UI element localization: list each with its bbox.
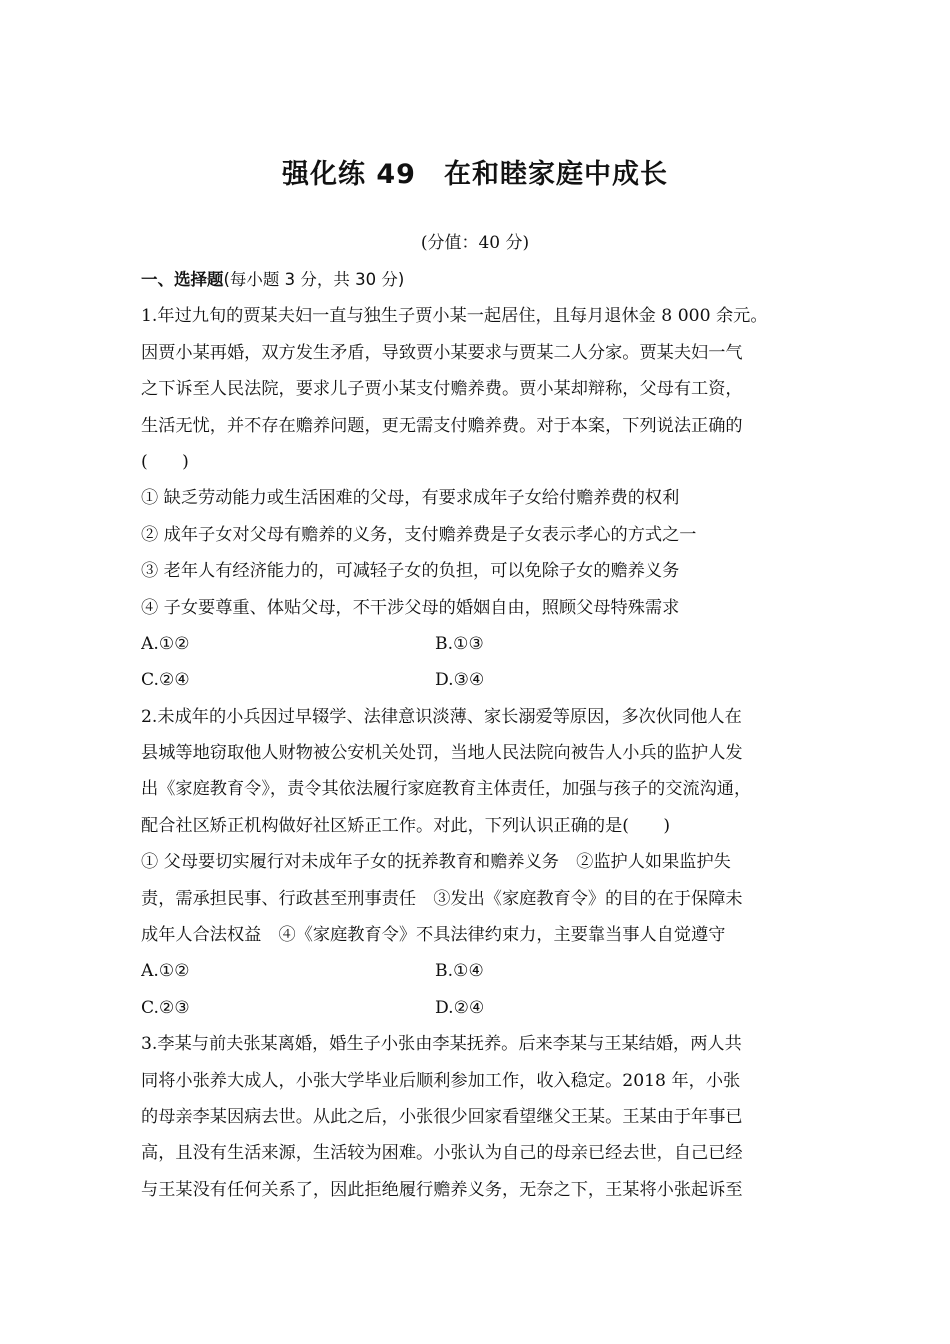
options-row [141,626,831,662]
option-b: B.①④ [435,961,484,982]
section-heading [141,262,831,298]
option-d: D.③④ [435,670,485,691]
options-row [141,990,831,1026]
question-stem-line: 高，且没有生活来源，生活较为困难。小张认为自己的母亲已经去世，自己已经 [141,1143,743,1164]
section-note: (每小题 3 分，共 30 分) [223,270,405,289]
statement-item: ④ 子女要尊重、体贴父母，不干涉父母的婚姻自由，照顾父母特殊需求 [141,597,680,618]
question-stem-line: 因贾小某再婚，双方发生矛盾，导致贾小某要求与贾某二人分家。贾某夫妇一气 [141,342,743,363]
question-stem-line: 的母亲李某因病去世。从此之后，小张很少回家看望继父王某。王某由于年事已 [141,1106,743,1127]
option-c: C.②④ [141,670,190,691]
question-stem-line: 与王某没有任何关系了，因此拒绝履行赡养义务，无奈之下，王某将小张起诉至 [141,1179,743,1200]
question-stem-line: 之下诉至人民法院，要求儿子贾小某支付赡养费。贾小某却辩称，父母有工资， [141,379,743,400]
question-stem-line: 县城等地窃取他人财物被公安机关处罚，当地人民法院向被告人小兵的监护人发 [141,743,743,764]
question-stem-line: 出《家庭教育令》，责令其依法履行家庭教育主体责任，加强与孩子的交流沟通， [141,779,752,800]
options-row [141,953,831,989]
question-2 [141,699,831,1027]
statement-item: 责，需承担民事、行政甚至刑事责任 ③发出《家庭教育令》的目的在于保障未 [141,888,743,909]
answer-blank: ( ) [141,451,189,472]
option-d: D.②④ [435,997,485,1018]
statement-item: ② 成年子女对父母有赡养的义务，支付赡养费是子女表示孝心的方式之一 [141,524,697,545]
option-c: C.②③ [141,997,190,1018]
question-stem-line: 生活无忧，并不存在赡养问题，更无需支付赡养费。对于本案，下列说法正确的 [141,415,743,436]
section-title: 一、选择题 [141,270,224,289]
statement-item: ① 缺乏劳动能力或生活困难的父母，有要求成年子女给付赡养费的权利 [141,488,680,509]
question-stem-line: 同将小张养大成人，小张大学毕业后顺利参加工作，收入稳定。2018 年，小张 [141,1070,741,1091]
question-1 [141,298,831,698]
question-stem-line: 2.未成年的小兵因过早辍学、法律意识淡薄、家长溺爱等原因，多次伙同他人在 [141,706,742,727]
options-row [141,662,831,698]
question-3 [141,1026,831,1208]
question-stem-line: 1.年过九旬的贾某夫妇一直与独生子贾小某一起居住，且每月退休金 8 000 余元。 [141,306,768,327]
statement-item: 成年人合法权益 ④《家庭教育令》不具法律约束力，主要靠当事人自觉遵守 [141,925,726,946]
question-stem-line: 配合社区矫正机构做好社区矫正工作。对此，下列认识正确的是( ) [141,815,671,836]
statement-item: ① 父母要切实履行对未成年子女的抚养教育和赡养义务 ②监护人如果监护失 [141,852,731,873]
statement-item: ③ 老年人有经济能力的，可减轻子女的负担，可以免除子女的赡养义务 [141,561,680,582]
option-a: A.①② [141,633,190,654]
score-note: (分值：40 分) [420,233,530,253]
option-b: B.①③ [435,633,484,654]
question-stem-line: 3.李某与前夫张某离婚，婚生子小张由李某抚养。后来李某与王某结婚，两人共 [141,1034,742,1055]
document-body [141,262,831,1208]
page-title: 强化练 49 在和睦家庭中成长 [282,159,668,190]
option-a: A.①② [141,961,190,982]
